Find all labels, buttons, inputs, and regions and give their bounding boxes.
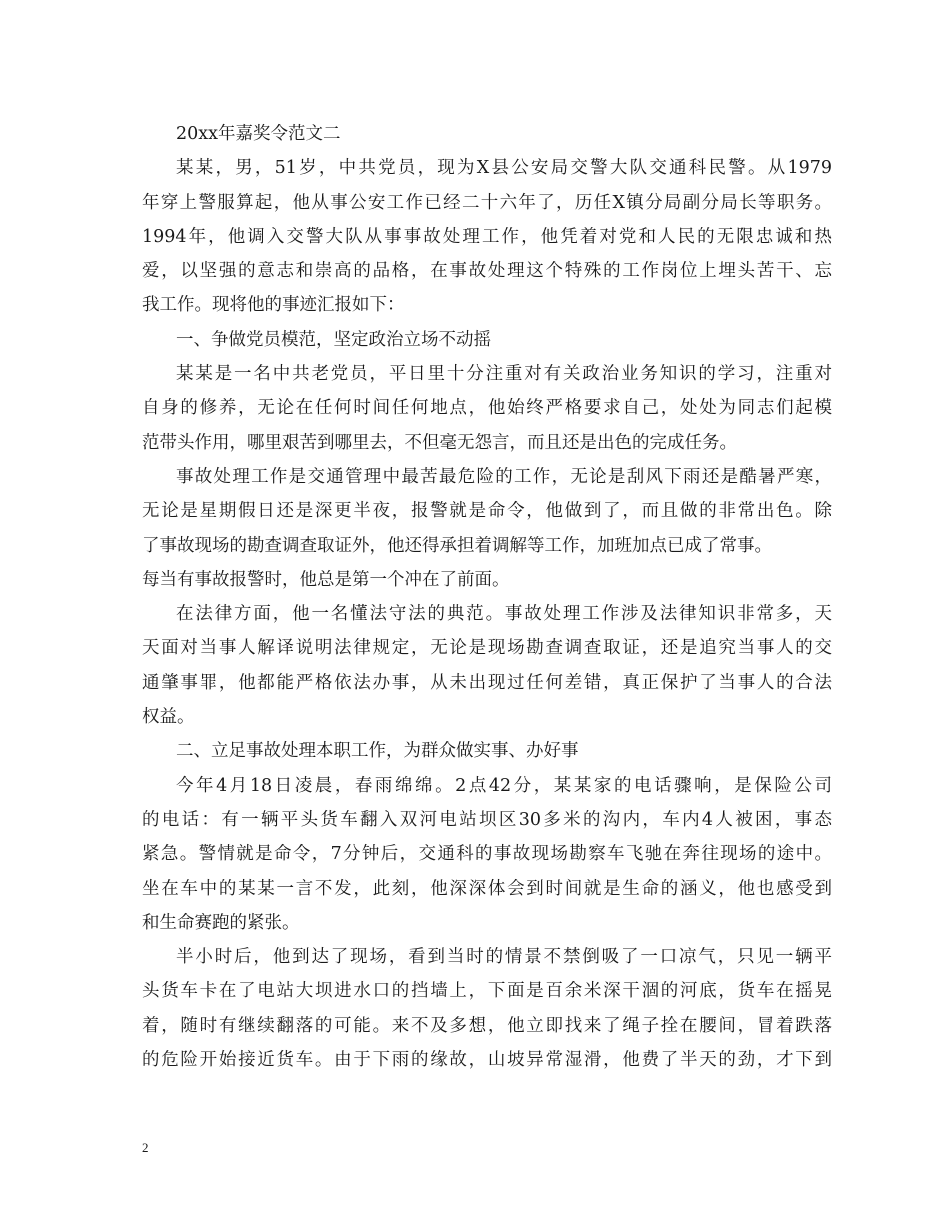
text-line: 一、争做党员模范，坚定政治立场不动摇 [176,329,491,350]
text-line: 了事故现场的勘查调查取证外，他还得承担着调解等工作，加班加点已成了常事。 [142,535,772,556]
text-line: 范带头作用，哪里艰苦到哪里去，不但毫无怨言，而且还是出色的完成任务。 [142,432,737,453]
text-line: 头货车卡在了电站大坝进水口的挡墙上，下面是百余米深干涸的河底，货车在摇晃 [142,981,832,1002]
text-line: 无论是星期假日还是深更半夜，报警就是命令，他做到了，而且做的非常出色。除 [142,501,832,522]
text-line: 和生命赛跑的紧张。 [142,912,300,933]
text-line: 紧急。警情就是命令，7分钟后，交通科的事故现场勘察车飞驰在奔往现场的途中。 [142,844,832,865]
text-line: 爱，以坚强的意志和崇高的品格，在事故处理这个特殊的工作岗位上埋头苦干、忘 [142,261,832,282]
text-line: 年穿上警服算起，他从事公安工作已经二十六年了，历任X镇分局副分局长等职务。 [142,192,832,213]
text-line: 20xx年嘉奖令范文二 [176,124,341,144]
text-line: 1994年，他调入交警大队从事事故处理工作，他凭着对党和人民的无限忠诚和热 [142,226,832,247]
text-line: 天面对当事人解译说明法律规定，无论是现场勘查调查取证，还是追究当事人的交 [142,638,832,659]
text-line: 的危险开始接近货车。由于下雨的缘故，山坡异常湿滑，他费了半天的劲，才下到 [142,1050,832,1071]
text-line: 事故处理工作是交通管理中最苦最危险的工作，无论是刮风下雨还是酷暑严寒， [176,466,832,487]
text-line: 某某，男，51岁，中共党员，现为X县公安局交警大队交通科民警。从1979 [176,158,832,179]
text-line: 的电话：有一辆平头货车翻入双河电站坝区30多米的沟内，车内4人被困，事态 [142,809,832,830]
text-line: 每当有事故报警时，他总是第一个冲在了前面。 [142,569,510,590]
document-body [142,117,832,1077]
text-line: 通肇事罪，他都能严格依法办事，从未出现过任何差错，真正保护了当事人的合法 [142,672,832,693]
text-line: 着，随时有继续翻落的可能。来不及多想，他立即找来了绳子拴在腰间，冒着跌落 [142,1015,832,1036]
text-line: 我工作。现将他的事迹汇报如下： [142,295,405,316]
page-number: 2 [142,1140,149,1155]
text-line: 二、立足事故处理本职工作，为群众做实事、办好事 [176,741,579,762]
text-line: 半小时后，他到达了现场，看到当时的情景不禁倒吸了一口凉气，只见一辆平 [176,947,832,968]
text-line: 在法律方面，他一名懂法守法的典范。事故处理工作涉及法律知识非常多，天 [176,604,832,625]
text-line: 坐在车中的某某一言不发，此刻，他深深体会到时间就是生命的涵义，他也感受到 [142,878,832,899]
text-line: 自身的修养，无论在任何时间任何地点，他始终严格要求自己，处处为同志们起模 [142,398,832,419]
text-line: 权益。 [142,707,195,728]
text-line: 今年4月18日凌晨，春雨绵绵。2点42分，某某家的电话骤响，是保险公司 [176,775,832,796]
text-line: 某某是一名中共老党员，平日里十分注重对有关政治业务知识的学习，注重对 [176,364,832,385]
